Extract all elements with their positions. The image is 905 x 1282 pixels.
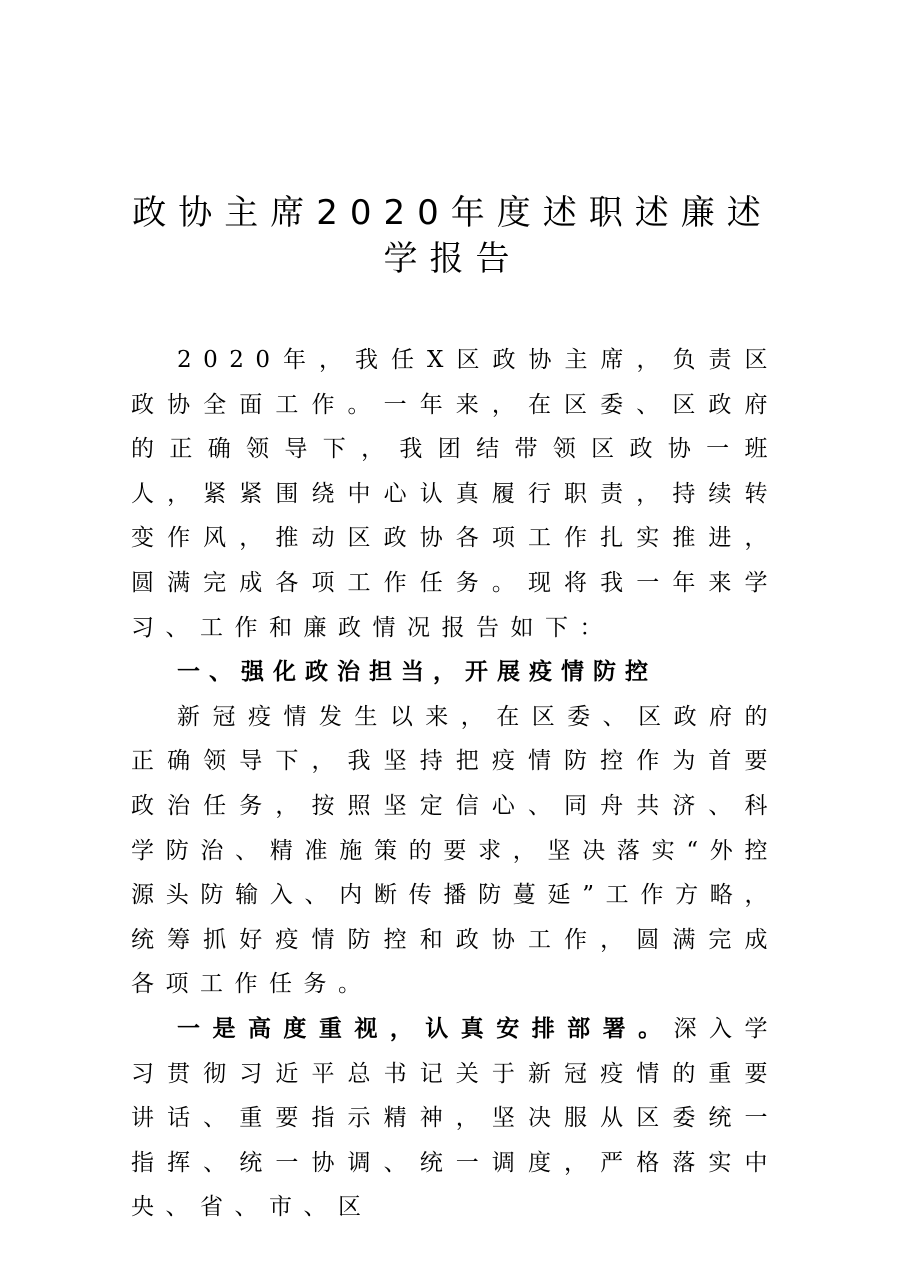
section-heading-1: 一、强化政治担当，开展疫情防控 (177, 659, 657, 686)
section-paragraph: 新冠疫情发生以来，在区委、区政府的正确领导下，我坚持把疫情防控作为首要政治任务，按照坚定信心、同舟共济、科学防治、精准施策的要求，坚决落实“外控源头防输入、内断传播防蔓延”工作方略，统筹抓好疫情防控和政协工作，圆满完成各项工作任务。 (131, 703, 779, 998)
intro-paragraph: 2020年，我任X区政协主席，负责区政协全面工作。一年来，在区委、区政府的正确领导下，我团结带领区政协一班人，紧紧围绕中心认真履行职责，持续转变作风，推动区政协各项工作扎实推进，圆满完成各项工作任务。现将我一年来学习、工作和廉政情况报告如下： (131, 347, 779, 641)
lead-paragraph (131, 1007, 779, 1230)
lead-phrase: 一是高度重视，认真安排部署。 (177, 1014, 674, 1042)
document-body (131, 338, 779, 1230)
lead-paragraph-text: 深入学习贯彻习近平总书记关于新冠疫情的重要讲话、重要指示精神，坚决服从区委统一指挥、统一协调、统一调度，严格落实中央、省、市、区 (131, 1015, 779, 1221)
document-title: 政协主席2020年度述职述廉述学报告 (132, 193, 773, 279)
